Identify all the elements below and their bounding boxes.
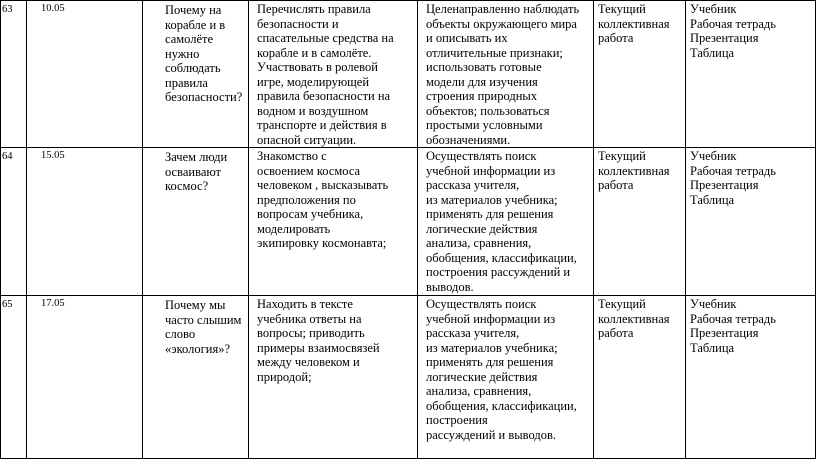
- cell-text-line: правила: [165, 75, 208, 90]
- cell-text-line: Участвовать в ролевой: [257, 60, 378, 74]
- cell-text-line: применять для решения: [426, 355, 554, 369]
- cell-text-line: логические действия: [426, 369, 538, 384]
- cell-text-line: объекты окружающего мира: [426, 16, 577, 31]
- cell-text-line: 15.05: [41, 150, 65, 161]
- lesson-number-cell: [1, 296, 27, 459]
- cell-text-line: построения рассуждений и: [426, 265, 571, 279]
- cell-text-line: безопасности?: [165, 90, 243, 104]
- cell-text-line: из материалов учебника;: [426, 192, 558, 207]
- control-type-cell: [594, 148, 686, 296]
- lesson-date-cell: [27, 296, 143, 459]
- resources-cell: [686, 296, 816, 459]
- cell-text-line: Таблица: [690, 192, 735, 207]
- cell-text-line: логические действия: [426, 221, 538, 236]
- cell-text-line: водном и воздушном: [257, 103, 369, 118]
- cell-text-line: учебной информации из: [426, 163, 556, 178]
- cell-text-line: работа: [598, 326, 634, 340]
- cell-text-line: отличительные признаки;: [426, 45, 563, 60]
- cell-text-line: анализа, сравнения,: [426, 236, 532, 250]
- cell-text-line: освоением космоса: [257, 163, 361, 178]
- cell-text-line: человеком , высказывать: [257, 178, 389, 192]
- table-row: [1, 148, 816, 296]
- cell-text-line: работа: [598, 178, 634, 192]
- cell-text-line: «экология»?: [165, 341, 230, 356]
- cell-text-line: вопросы; приводить: [257, 326, 365, 340]
- cell-text-line: коллективная: [598, 16, 670, 31]
- cell-text-line: использовать готовые: [426, 60, 542, 74]
- cell-text-line: игре, моделирующей: [257, 74, 370, 89]
- student-activity-cell: [249, 296, 418, 459]
- lesson-topic-cell: [143, 148, 249, 296]
- cell-text-line: природой;: [257, 369, 312, 384]
- cell-text-line: Почему на: [165, 3, 222, 17]
- lesson-topic-cell: [143, 1, 249, 148]
- cell-text-line: учебной информации из: [426, 311, 556, 326]
- cell-text-line: из материалов учебника;: [426, 340, 558, 355]
- cell-text-line: моделировать: [257, 221, 331, 236]
- control-type-cell: [594, 1, 686, 148]
- table-row: [1, 296, 816, 459]
- cell-text-line: Перечислять правила: [257, 2, 371, 16]
- cell-text-line: обозначениями.: [426, 132, 511, 147]
- cell-text-line: корабле и в самолёте.: [257, 45, 372, 60]
- lesson-date-cell: [27, 1, 143, 148]
- cell-text-line: безопасности и: [257, 16, 339, 31]
- cell-text-line: Зачем люди: [165, 150, 228, 164]
- cell-text-line: рассказа учителя,: [426, 326, 520, 340]
- cell-text-line: предположения по: [257, 192, 356, 207]
- cell-text-line: выводов.: [426, 279, 474, 294]
- cell-text-line: нужно: [165, 46, 200, 61]
- cell-text-line: часто слышим: [165, 312, 242, 327]
- cell-text-line: коллективная: [598, 311, 670, 326]
- cell-text-line: модели для изучения: [426, 74, 538, 89]
- cell-text-line: Рабочая тетрадь: [690, 311, 776, 326]
- cell-text-line: строения природных: [426, 89, 538, 103]
- cell-text-line: транспорте и действия в: [257, 118, 387, 132]
- cell-text-line: примеры взаимосвязей: [257, 340, 380, 355]
- cell-text-line: Почему мы: [165, 298, 226, 312]
- cell-text-line: Рабочая тетрадь: [690, 163, 776, 178]
- cell-text-line: 10.05: [41, 3, 65, 14]
- table-row: [1, 1, 816, 148]
- cell-text-line: 17.05: [41, 298, 65, 309]
- cell-text-line: Учебник: [690, 149, 737, 163]
- student-activity-cell: [249, 148, 418, 296]
- lesson-topic-cell: [143, 296, 249, 459]
- cell-text-line: Осуществлять поиск: [426, 149, 537, 163]
- cell-text-line: правила безопасности на: [257, 89, 391, 103]
- cell-text-line: Презентация: [690, 31, 759, 45]
- cell-text-line: Текущий: [598, 2, 646, 16]
- cell-text-line: Текущий: [598, 149, 646, 163]
- cell-text-line: работа: [598, 31, 634, 45]
- cell-text-line: космос?: [165, 179, 209, 193]
- cell-text-line: объектов; пользоваться: [426, 103, 550, 118]
- learning-skills-cell: [418, 1, 594, 148]
- cell-text-line: соблюдать: [165, 61, 221, 75]
- cell-text-line: корабле и в: [165, 17, 226, 32]
- cell-text-line: опасной ситуации.: [257, 132, 357, 147]
- student-activity-cell: [249, 1, 418, 148]
- cell-text-line: Целенаправленно наблюдать: [426, 2, 580, 16]
- cell-text-line: простыми условными: [426, 118, 543, 132]
- control-type-cell: [594, 296, 686, 459]
- cell-text-line: и описывать их: [426, 31, 508, 45]
- lesson-date-cell: [27, 148, 143, 296]
- cell-text-line: коллективная: [598, 163, 670, 178]
- cell-text-line: обобщения, классификации,: [426, 250, 577, 265]
- cell-text-line: Рабочая тетрадь: [690, 16, 776, 31]
- cell-text-line: рассказа учителя,: [426, 178, 520, 192]
- cell-text-line: применять для решения: [426, 207, 554, 221]
- cell-text-line: Учебник: [690, 2, 737, 16]
- cell-text-line: Презентация: [690, 326, 759, 340]
- cell-text-line: учебника ответы на: [257, 311, 362, 326]
- cell-text-line: Учебник: [690, 297, 737, 311]
- learning-skills-cell: [418, 148, 594, 296]
- cell-text-line: между человеком и: [257, 355, 360, 369]
- cell-text-line: вопросам учебника,: [257, 207, 364, 221]
- lesson-number-cell: [1, 1, 27, 148]
- cell-text-line: Презентация: [690, 178, 759, 192]
- cell-text-line: 63: [2, 4, 13, 15]
- cell-text-line: спасательные средства на: [257, 31, 394, 45]
- cell-text-line: самолёте: [165, 32, 214, 46]
- resources-cell: [686, 148, 816, 296]
- cell-text-line: 64: [2, 151, 13, 162]
- cell-text-line: обобщения, классификации,: [426, 398, 577, 413]
- lesson-number-cell: [1, 148, 27, 296]
- resources-cell: [686, 1, 816, 148]
- cell-text-line: Таблица: [690, 340, 735, 355]
- cell-text-line: Текущий: [598, 297, 646, 311]
- cell-text-line: Осуществлять поиск: [426, 297, 537, 311]
- cell-text-line: Таблица: [690, 45, 735, 60]
- cell-text-line: построения: [426, 413, 488, 427]
- cell-text-line: экипировку космонавта;: [257, 236, 387, 250]
- learning-skills-cell: [418, 296, 594, 459]
- cell-text-line: анализа, сравнения,: [426, 384, 532, 398]
- cell-text-line: 65: [2, 299, 13, 310]
- cell-text-line: осваивают: [165, 164, 222, 179]
- cell-text-line: Знакомство с: [257, 149, 327, 163]
- cell-text-line: рассуждений и выводов.: [426, 427, 557, 442]
- cell-text-line: слово: [165, 327, 196, 341]
- cell-text-line: Находить в тексте: [257, 297, 353, 311]
